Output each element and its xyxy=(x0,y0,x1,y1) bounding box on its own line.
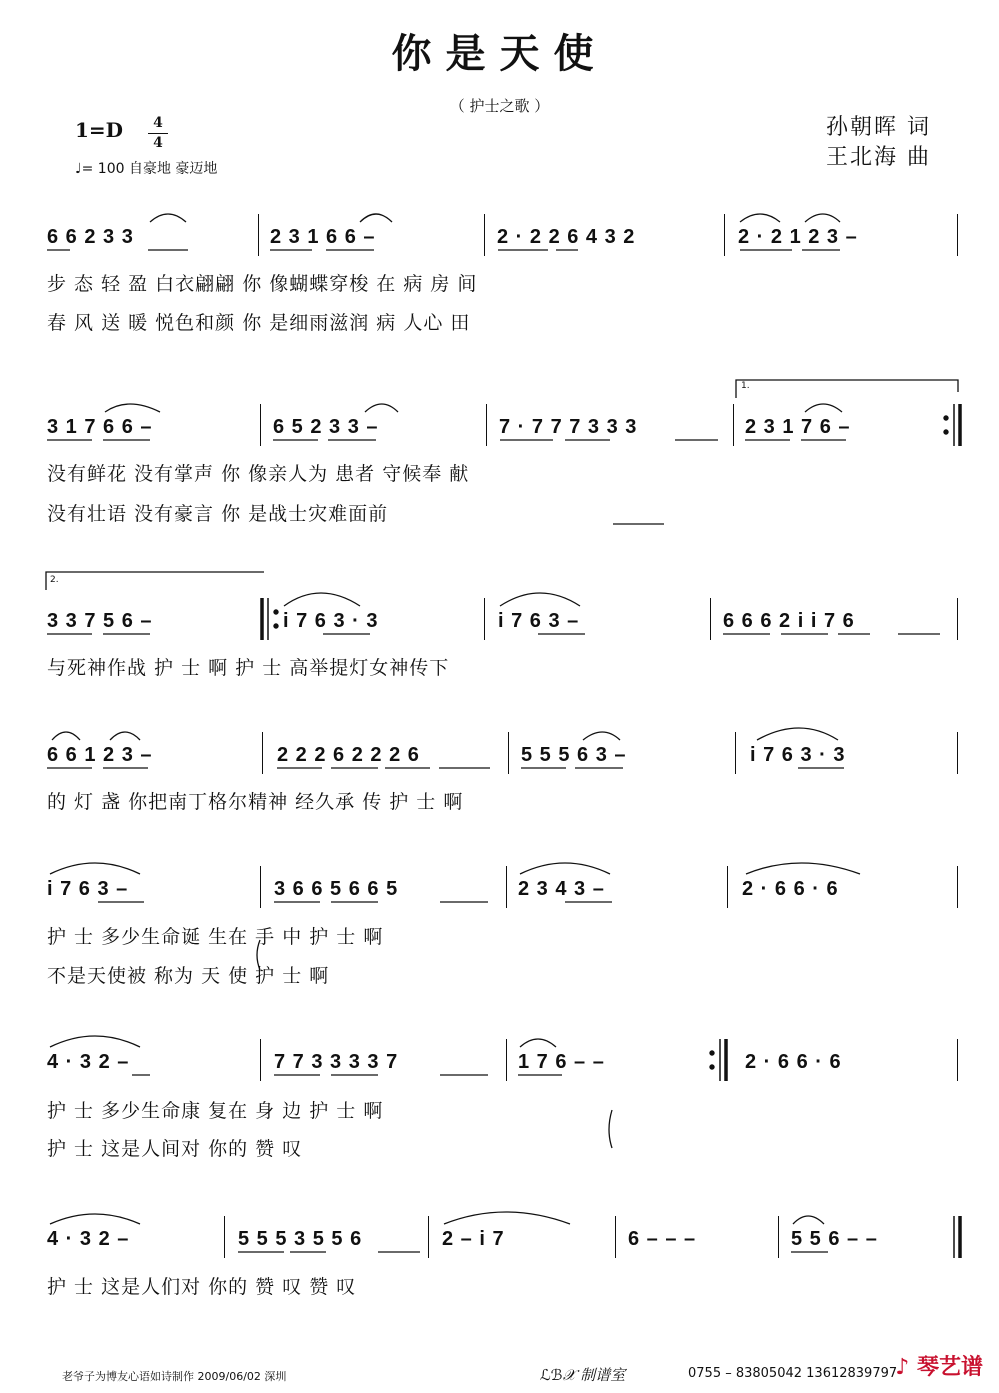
footer-studio: ℒℬ𝒳 制谱室 xyxy=(540,1366,626,1384)
slur xyxy=(583,732,620,740)
footer-credit: 老爷子为博友心语如诗制作 2009/06/02 深圳 xyxy=(62,1370,287,1383)
lyrics-verse-1: 的 灯 盏 你把南丁格尔精神 经久承 传 护 士 啊 xyxy=(47,791,464,813)
measure-5-3: 2 3 4 3 – xyxy=(518,878,605,900)
page-title: 你是天使 xyxy=(391,30,608,77)
measure-6-3: 1 7 6 – – xyxy=(518,1051,605,1073)
footer-phone: 0755 – 83805042 13612839797 xyxy=(688,1366,898,1381)
measure-2-4: 2 3 1 7 6 – xyxy=(745,416,851,438)
slur xyxy=(757,728,838,740)
lyrics-verse-2: 不是天使被 称为 天 使 护 士 啊 xyxy=(47,965,330,987)
lyrics-verse-2: 没有壮语 没有豪言 你 是战士灾难面前 xyxy=(47,503,389,525)
lyricist-credit: 孙朝晖 词 xyxy=(826,115,931,140)
measure-7-1: 4 · 3 2 – xyxy=(47,1228,130,1250)
measure-1-3: 2 · 2 2 6 4 3 2 xyxy=(497,226,636,248)
lyric-bracket xyxy=(609,1110,612,1148)
measure-7-2: 5 5 5 3 5 5 6 xyxy=(238,1228,363,1250)
measure-3-2: i 7 6 3 · 3 xyxy=(283,610,379,632)
composer-credit: 王北海 曲 xyxy=(826,145,931,170)
measure-4-1: 6 6 1 2 3 – xyxy=(47,744,153,766)
volta-1-label: 1. xyxy=(741,381,750,391)
slur xyxy=(50,1036,140,1047)
logo-icon: ♪ xyxy=(895,1355,910,1380)
volta-2-bracket xyxy=(46,572,264,590)
logo-text: 琴艺谱 xyxy=(916,1355,983,1380)
lyrics-verse-1: 与死神作战 护 士 啊 护 士 高举提灯女神传下 xyxy=(47,657,450,679)
volta-1-bracket xyxy=(736,380,958,398)
measure-7-4: 6 – – – xyxy=(628,1228,697,1250)
measure-1-1: 6 6 2 3 3 xyxy=(47,226,134,248)
slur xyxy=(365,404,398,412)
slur xyxy=(793,1216,824,1224)
slur xyxy=(444,1212,570,1224)
slur xyxy=(105,404,160,412)
slur xyxy=(520,863,610,874)
tempo-marking: ♩= 100 自豪地 豪迈地 xyxy=(75,161,218,177)
measure-2-2: 6 5 2 3 3 – xyxy=(273,416,379,438)
measure-6-4: 2 · 6 6 · 6 xyxy=(745,1051,842,1073)
measure-4-4: i 7 6 3 · 3 xyxy=(750,744,846,766)
lyrics-verse-1: 护 士 多少生命康 复在 身 边 护 士 啊 xyxy=(47,1100,384,1122)
lyrics-verse-1: 护 士 这是人们对 你的 赞 叹 赞 叹 xyxy=(47,1276,357,1298)
lyrics-verse-2: 春 风 送 暖 悦色和颜 你 是细雨滋润 病 人心 田 xyxy=(47,312,471,334)
measure-1-4: 2 · 2 1 2 3 – xyxy=(738,226,858,248)
slur xyxy=(50,1214,140,1224)
measure-6-2: 7 7 3 3 3 3 7 xyxy=(274,1051,399,1073)
volta-2-label: 2. xyxy=(50,575,59,585)
slur xyxy=(52,732,80,740)
measure-3-3: i 7 6 3 – xyxy=(498,610,580,632)
measure-7-3: 2 – i 7 xyxy=(442,1228,505,1250)
lyric-bracket xyxy=(257,940,260,970)
slur xyxy=(50,863,140,874)
slur xyxy=(500,593,580,606)
slur xyxy=(740,214,780,222)
lyrics-verse-1: 护 士 多少生命诞 生在 手 中 护 士 啊 xyxy=(47,926,384,948)
time-denominator: 4 xyxy=(153,135,163,151)
slur xyxy=(150,214,186,222)
lyrics-verse-1: 步 态 轻 盈 白衣翩翩 你 像蝴蝶穿梭 在 病 房 间 xyxy=(47,273,478,295)
slur xyxy=(746,863,860,874)
site-logo xyxy=(895,1350,983,1381)
measure-2-1: 3 1 7 6 6 – xyxy=(47,416,153,438)
slur xyxy=(360,214,392,222)
measure-1-2: 2 3 1 6 6 – xyxy=(270,226,376,248)
lyrics-verse-2: 护 士 这是人间对 你的 赞 叹 xyxy=(47,1138,303,1160)
measure-5-2: 3 6 6 5 6 6 5 xyxy=(274,878,399,900)
measure-2-3: 7 · 7 7 7 3 3 3 xyxy=(499,416,638,438)
slur xyxy=(520,1039,556,1047)
measure-4-3: 5 5 5 6 3 – xyxy=(521,744,627,766)
time-numerator: 4 xyxy=(153,115,163,131)
slur xyxy=(284,593,360,606)
lyrics-verse-1: 没有鲜花 没有掌声 你 像亲人为 患者 守候奉 献 xyxy=(47,463,470,485)
slur xyxy=(805,404,842,412)
measure-4-2: 2 2 2 6 2 2 2 6 xyxy=(277,744,420,766)
subtitle: （ 护士之歌 ） xyxy=(449,97,550,115)
measure-5-1: i 7 6 3 – xyxy=(47,878,129,900)
measure-3-4: 6 6 6 2 i i 7 6 xyxy=(723,610,855,632)
slur xyxy=(110,732,140,740)
measure-7-5: 5 5 6 – – xyxy=(791,1228,878,1250)
slur xyxy=(805,214,840,222)
measure-3-1: 3 3 7 5 6 – xyxy=(47,610,153,632)
measure-6-1: 4 · 3 2 – xyxy=(47,1051,130,1073)
key-signature: 1=D xyxy=(75,118,124,142)
measure-5-4: 2 · 6 6 · 6 xyxy=(742,878,839,900)
